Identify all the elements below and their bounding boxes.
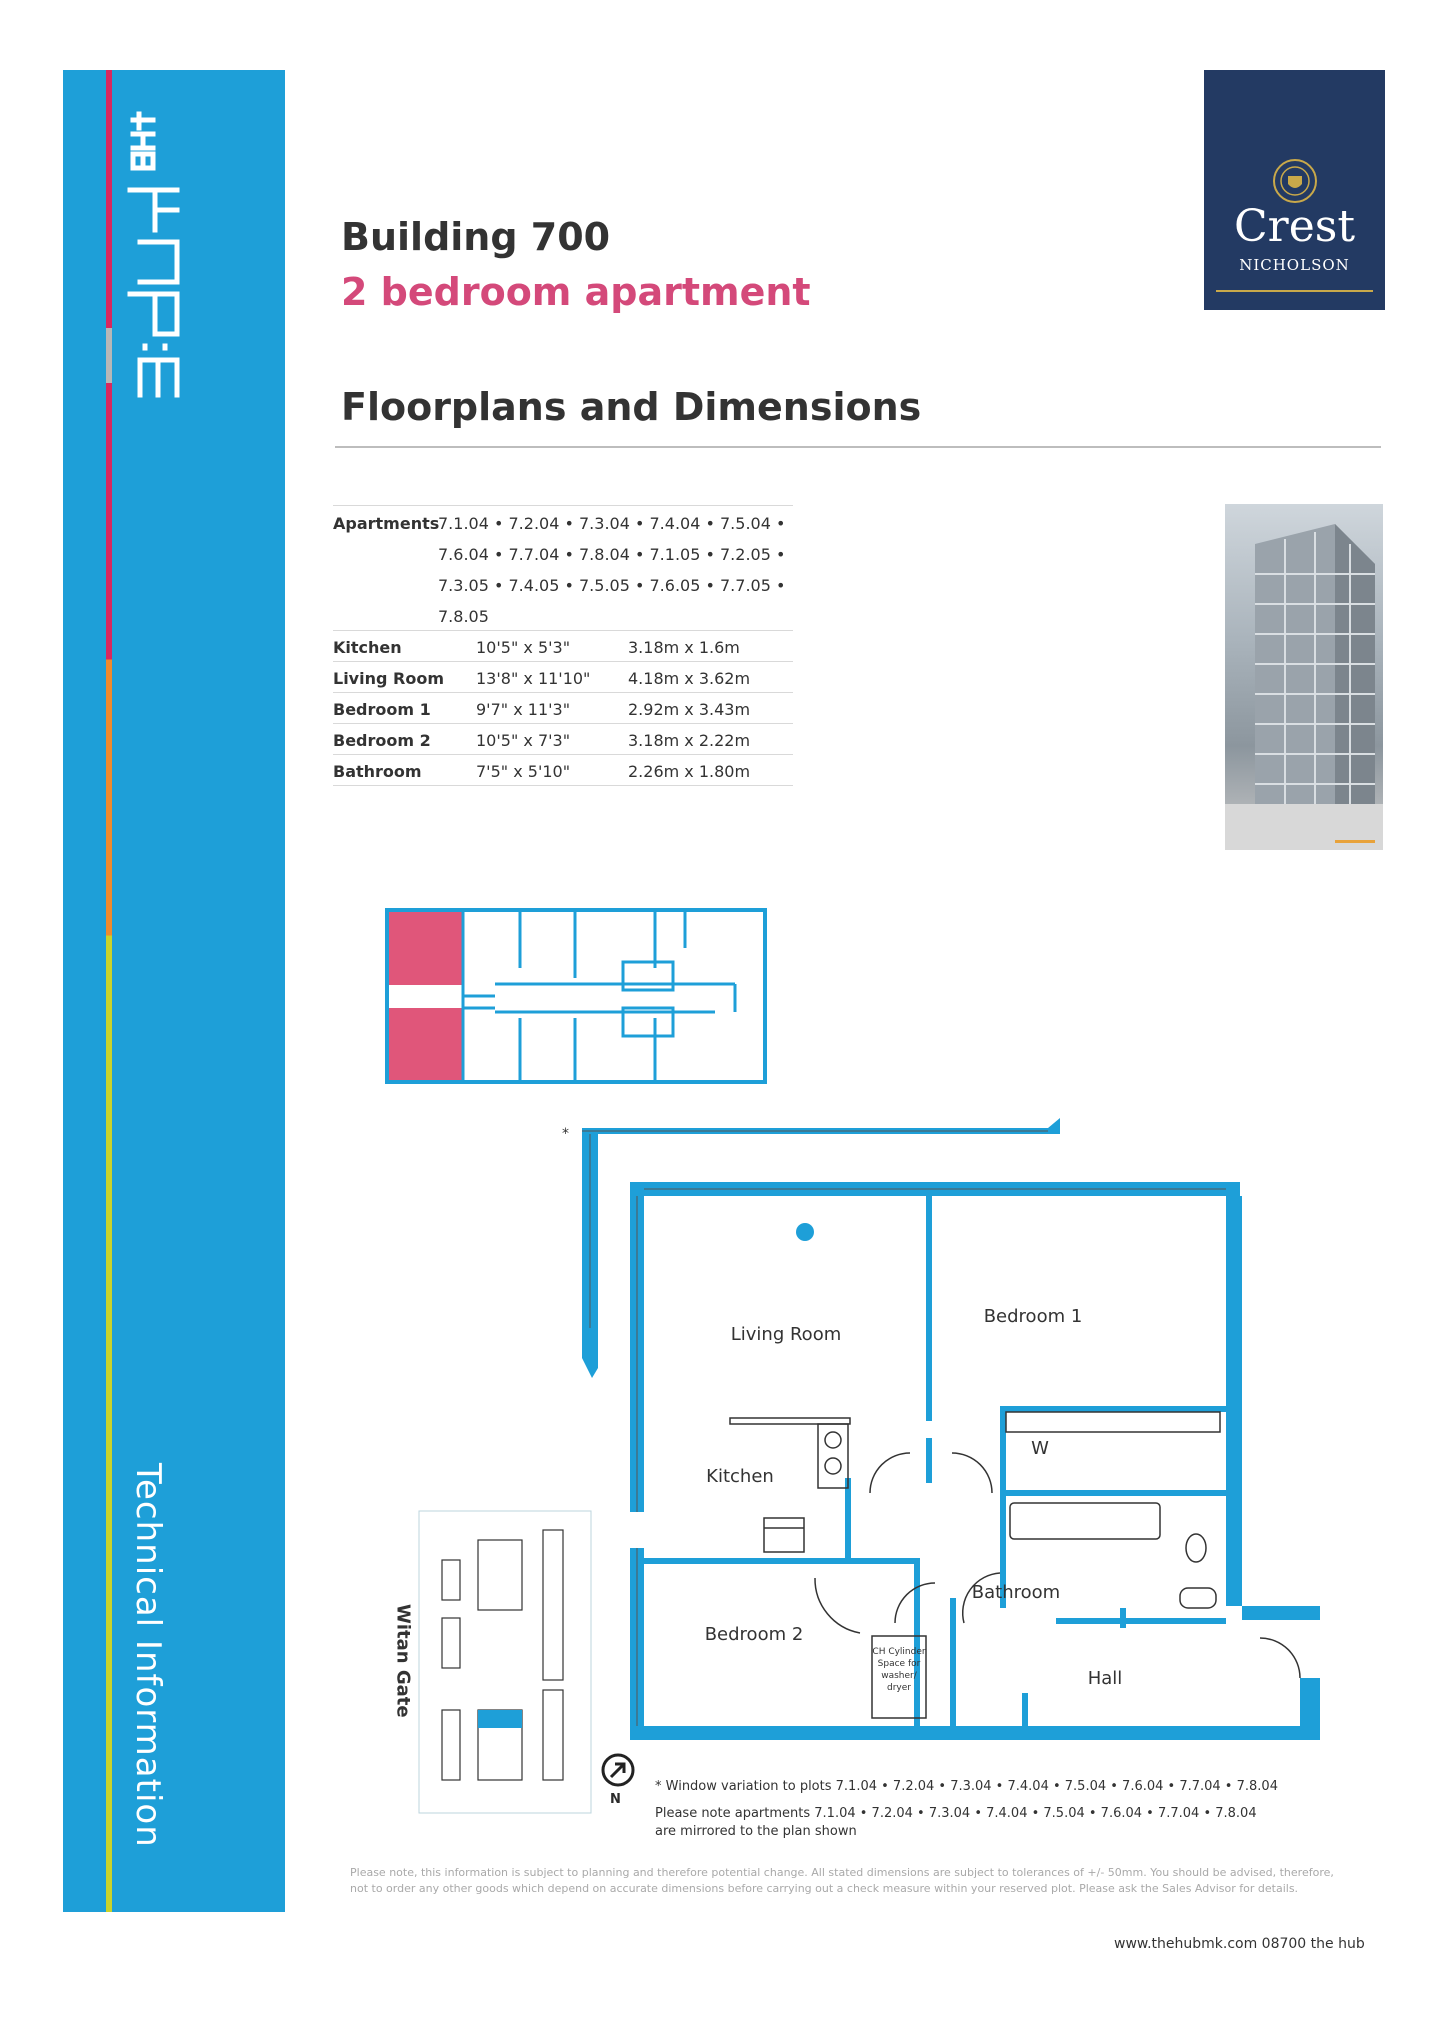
cylinder-line: CH Cylinder [872,1647,926,1657]
brand-subname: NICHOLSON [1239,256,1350,274]
table-rule [333,630,793,631]
cylinder-line: dryer [887,1683,911,1693]
mirrored-note-2: are mirrored to the plan shown [655,1824,857,1839]
apartments-line-4: 7.8.05 [438,607,489,626]
apartments-line-1: 7.1.04 • 7.2.04 • 7.3.04 • 7.4.04 • 7.5.04 • [438,514,786,533]
room-name: Bedroom 2 [333,731,431,750]
table-rule [333,692,793,693]
crest-emblem-icon [1272,158,1318,204]
site-map [418,1510,593,1815]
room-metric: 4.18m x 3.62m [628,669,751,688]
label-wardrobe: W [1031,1438,1049,1459]
cylinder-line: washer/ [881,1671,917,1681]
crest-nicholson-logo [1204,70,1385,310]
street-label: Witan Gate [392,1604,414,1718]
brand-underline [1216,290,1373,292]
table-rule [333,505,793,506]
apartments-line-2: 7.6.04 • 7.7.04 • 7.8.04 • 7.1.05 • 7.2.05 • [438,545,786,564]
plan-asterisk: * [562,1126,569,1142]
table-rule [333,661,793,662]
label-living-room: Living Room [730,1324,842,1345]
cylinder-line: Space for [877,1659,921,1669]
apartments-label: Apartments [333,514,440,533]
label-kitchen: Kitchen [706,1466,774,1487]
room-imperial: 9'7" x 11'3" [476,700,571,719]
room-name: Bedroom 1 [333,700,431,719]
room-name: Living Room [333,669,444,688]
hubmk-logo [125,110,185,400]
divider [335,446,1381,448]
room-name: Bathroom [333,762,422,781]
mirrored-note-1: Please note apartments 7.1.04 • 7.2.04 • 7.3.04 • 7.4.04 • 7.5.04 • 7.6.04 • 7.7.04 • 7.8.04 [655,1806,1257,1821]
building-photo [1225,504,1383,850]
room-metric: 3.18m x 1.6m [628,638,740,657]
room-metric: 3.18m x 2.22m [628,731,751,750]
label-bedroom-1: Bedroom 1 [983,1306,1083,1327]
disclaimer-line-2: not to order any other goods which depend on accurate dimensions before carrying out a check measure within your reserved plot. Please ask the Sales Advisor for details. [350,1882,1299,1895]
building-title: Building 700 [341,215,611,259]
window-variation-note: * Window variation to plots 7.1.04 • 7.2.04 • 7.3.04 • 7.4.04 • 7.5.04 • 7.6.04 • 7.7.04 • 7.8.04 [655,1779,1278,1794]
room-imperial: 10'5" x 7'3" [476,731,571,750]
key-plan [385,908,770,1088]
table-rule [333,785,793,786]
room-metric: 2.26m x 1.80m [628,762,751,781]
table-rule [333,723,793,724]
sidebar-color-stripe [106,70,112,1912]
north-label: N [610,1792,621,1807]
room-imperial: 13'8" x 11'10" [476,669,591,688]
technical-information-label: Technical Information [128,1462,168,1848]
section-title: Floorplans and Dimensions [341,385,922,429]
room-imperial: 10'5" x 5'3" [476,638,571,657]
apartment-type: 2 bedroom apartment [341,270,811,314]
label-bathroom: Bathroom [971,1582,1061,1603]
label-hall: Hall [1087,1668,1123,1689]
north-arrow-icon [600,1752,636,1788]
brand-name: Crest [1234,201,1355,252]
tower-image-icon [1225,504,1383,850]
table-rule [333,754,793,755]
disclaimer-line-1: Please note, this information is subject to planning and therefore potential change. All stated dimensions are subject to tolerances of +/- 50mm. You should be advised, therefore, [350,1866,1334,1879]
room-imperial: 7'5" x 5'10" [476,762,571,781]
floor-plan [560,1118,1320,1746]
footer-contact: www.thehubmk.com 08700 the hub [1114,1936,1365,1952]
room-name: Kitchen [333,638,402,657]
room-metric: 2.92m x 3.43m [628,700,751,719]
label-bedroom-2: Bedroom 2 [704,1624,804,1645]
apartments-line-3: 7.3.05 • 7.4.05 • 7.5.05 • 7.6.05 • 7.7.05 • [438,576,786,595]
